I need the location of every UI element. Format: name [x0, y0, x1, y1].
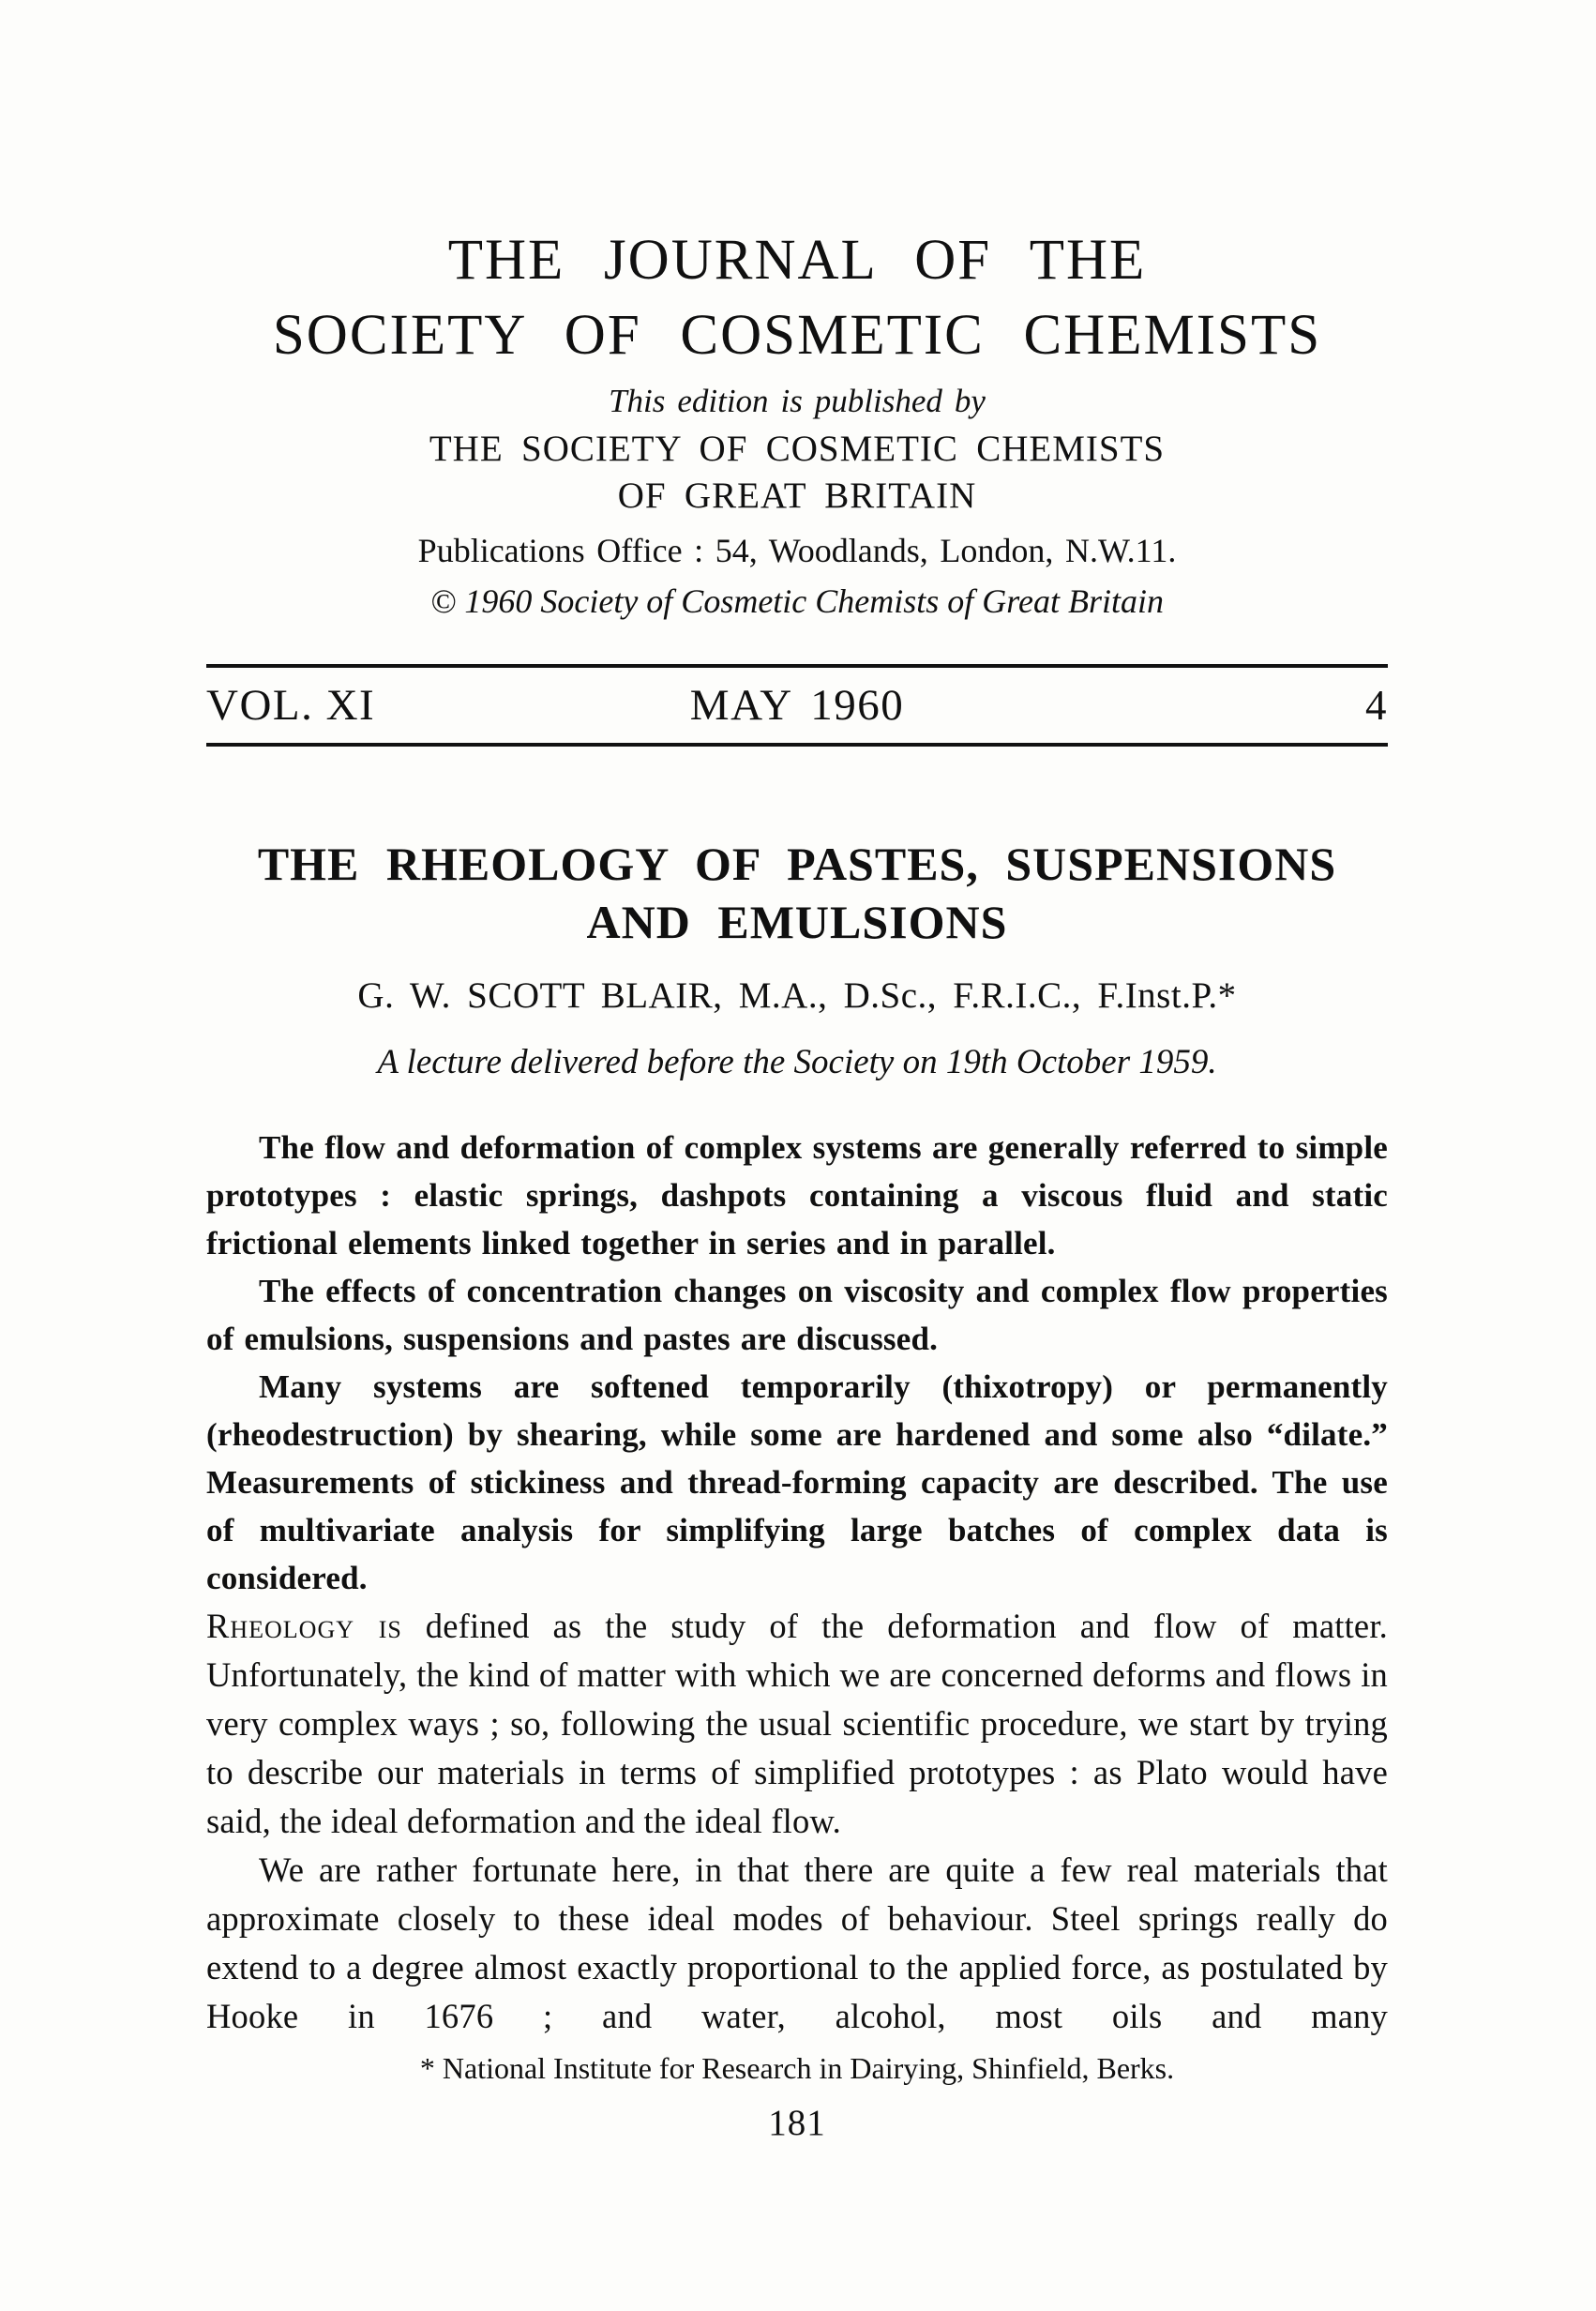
edition-note: This edition is published by: [609, 383, 986, 419]
issue-date: MAY 1960: [689, 681, 905, 730]
article-body: [206, 1602, 1388, 2041]
abstract-paragraph-3: Many systems are softened temporarily (thixotropy) or permanently (rheodestruction) by shearing, while some are hardened and some also “dilate.” Measurements of stickiness and thread-forming capacity are described. The use of multivariate analysis for simplifying large batches of complex data is considered.: [206, 1368, 1388, 1596]
article-title-line-1: THE RHEOLOGY OF PASTES, SUSPENSIONS: [257, 838, 1337, 890]
body-paragraph-1: [206, 1602, 1388, 1846]
publisher-name-line-2: OF GREAT BRITAIN: [617, 476, 977, 516]
lead-small-caps: Rheology is: [206, 1607, 402, 1645]
page-content-column: [206, 0, 1388, 2146]
journal-title-line-2: SOCIETY OF COSMETIC CHEMISTS: [272, 304, 1322, 367]
author-line: G. W. SCOTT BLAIR, M.A., D.Sc., F.R.I.C., F.Inst.P.*: [357, 975, 1237, 1016]
volume-issue-row: [206, 668, 1388, 743]
volume-label: VOL. XI: [206, 681, 376, 730]
journal-title-line-1: THE JOURNAL OF THE: [447, 229, 1147, 292]
page-number: 181: [768, 2103, 826, 2143]
abstract-paragraph-2: The effects of concentration changes on viscosity and complex flow properties of emulsions, suspensions and pastes are discussed.: [206, 1273, 1388, 1357]
abstract-paragraph-1: The flow and deformation of complex systems are generally referred to simple prototypes : elastic springs, dashpots containing a viscous fluid and static frictional elements linked together in series and in parallel.: [206, 1129, 1388, 1261]
page-footer: [206, 2101, 1388, 2146]
journal-masthead: [206, 223, 1388, 623]
copyright-line: © 1960 Society of Cosmetic Chemists of Great Britain: [430, 582, 1164, 620]
footnote: * National Institute for Research in Dairying, Shinfield, Berks.: [419, 2051, 1175, 2085]
body-paragraph-1-text: defined as the study of the deformation and flow of matter. Unfortunately, the kind of matter with which we are concerned deforms and flows in very complex ways ; so, following the usual scientific procedure, we start by trying to describe our materials in terms of simplified prototypes : as Plato would have said, the ideal deformation and the ideal flow.: [206, 1607, 1388, 1840]
publisher-name-line-1: THE SOCIETY OF COSMETIC CHEMISTS: [429, 429, 1166, 469]
issue-number: 4: [1365, 682, 1388, 729]
lecture-note: A lecture delivered before the Society on 19th October 1959.: [377, 1043, 1217, 1081]
article-title-line-2: AND EMULSIONS: [586, 896, 1008, 948]
publications-office-address: Publications Office : 54, Woodlands, London, N.W.11.: [417, 532, 1177, 569]
article-abstract: [206, 1124, 1388, 1602]
body-paragraph-2: We are rather fortunate here, in that there are quite a few real materials that approximate closely to these ideal modes of behaviour. Steel springs really do extend to a degree almost exactly proportional to the applied force, as postulated by Hooke in 1676 ; and water, alcohol, most oils and many: [206, 1850, 1388, 2035]
article: [206, 835, 1388, 2088]
masthead-rule-bottom: [206, 743, 1388, 747]
